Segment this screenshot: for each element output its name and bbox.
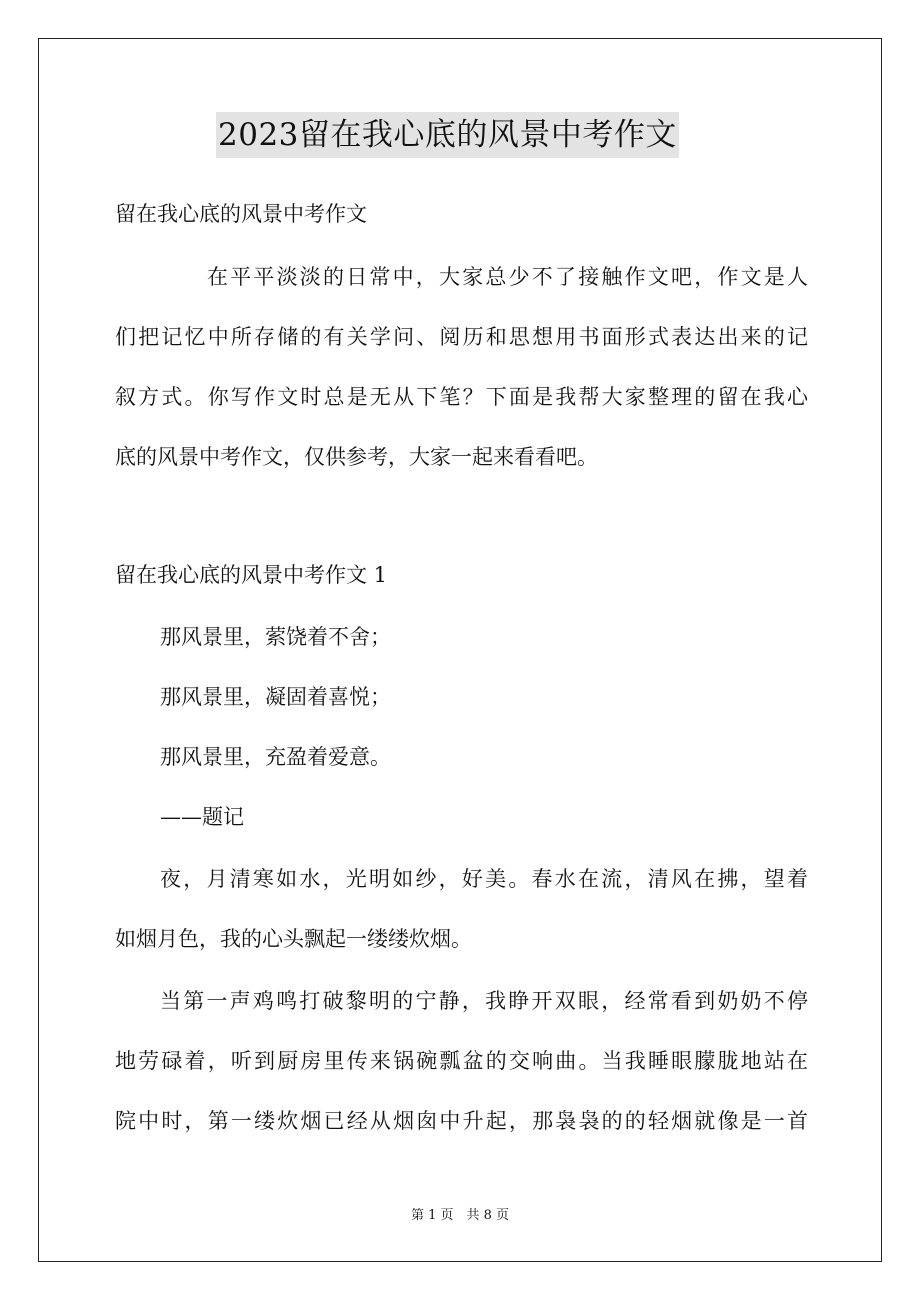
paragraph-2-line-1: 当第一声鸡鸣打破黎明的宁静，我睁开双眼，经常看到奶奶不停: [160, 989, 808, 1013]
intro-line-2: 们把记忆中所存储的有关学问、阅历和思想用书面形式表达出来的记: [115, 325, 808, 349]
document-subtitle: 留在我心底的风景中考作文: [115, 202, 367, 226]
document-title: 2023留在我心底的风景中考作文: [216, 112, 679, 158]
poem-line-3: 那风景里，充盈着爱意。: [160, 745, 391, 769]
paragraph-1-line-2: 如烟月色，我的心头飘起一缕缕炊烟。: [115, 927, 472, 951]
paragraph-1-line-1: 夜，月清寒如水，光明如纱，好美。春水在流，清风在拂，望着: [160, 867, 808, 891]
poem-line-1: 那风景里，萦饶着不舍；: [160, 625, 391, 649]
intro-line-4: 底的风景中考作文，仅供参考，大家一起来看看吧。: [115, 445, 598, 469]
paragraph-2-line-3: 院中时，第一缕炊烟已经从烟囱中升起，那袅袅的的轻烟就像是一首: [115, 1109, 808, 1133]
paragraph-2-line-2: 地劳碌着，听到厨房里传来锅碗瓢盆的交响曲。当我睡眼朦胧地站在: [115, 1049, 808, 1073]
poem-line-2: 那风景里，凝固着喜悦；: [160, 685, 391, 709]
page-number-footer: 第 1 页 共 8 页: [410, 1208, 510, 1223]
section-heading: 留在我心底的风景中考作文 1: [115, 563, 388, 587]
intro-line-1: 在平平淡淡的日常中，大家总少不了接触作文吧，作文是人: [207, 265, 808, 289]
epigraph-signature: ——题记: [160, 805, 244, 829]
intro-line-3: 叙方式。你写作文时总是无从下笔？下面是我帮大家整理的留在我心: [115, 385, 808, 409]
